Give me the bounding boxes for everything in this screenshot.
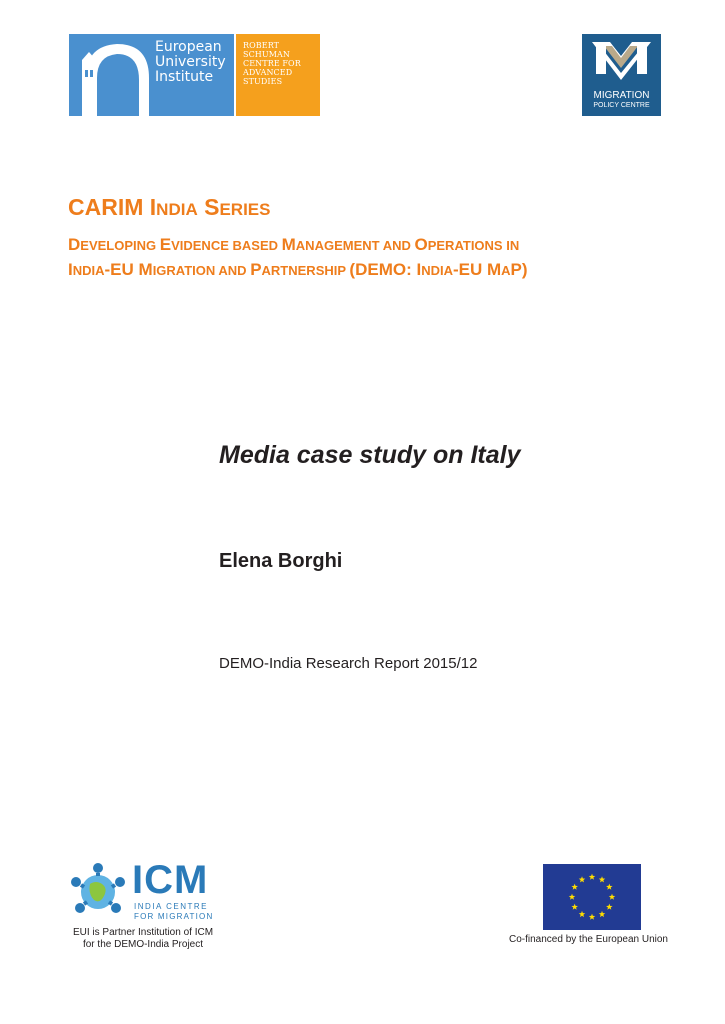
eu-star: [589, 914, 595, 920]
rsc-line-2: SCHUMAN: [243, 50, 290, 59]
subtitle-line2-segment: -EU M: [452, 260, 502, 279]
subtitle-line1-segment: M: [281, 235, 296, 254]
eu-flag: [543, 864, 641, 930]
series-title-word-1: CARIM: [68, 194, 144, 220]
series-title-rest-s: ERIES: [219, 200, 271, 219]
eui-logo: [69, 34, 320, 116]
rsc-block: [236, 34, 320, 116]
eu-star: [571, 884, 577, 890]
subtitle-line2-segment: ARTNERSHIP: [261, 263, 350, 278]
subtitle-line1-segment: PERATIONS IN: [427, 238, 520, 253]
subtitle-line2-segment: P: [250, 260, 262, 279]
subtitle-line2-segment: NDIA: [72, 263, 105, 278]
subtitle-line2-segment: P): [510, 260, 528, 279]
eui-name-block: [149, 34, 234, 116]
icm-full-line-2: FOR MIGRATION: [134, 912, 214, 921]
eu-star: [579, 876, 585, 882]
subtitle-line2-segment: (DEMO: I: [349, 260, 422, 279]
mpc-line-2: POLICY CENTRE: [593, 102, 650, 109]
eui-name-line-1: European: [155, 39, 222, 55]
subtitle-line1-segment: ANAGEMENT AND: [295, 238, 415, 253]
document-title: Media case study on Italy: [219, 441, 521, 469]
author-name: Elena Borghi: [219, 550, 343, 572]
icm-globe-icon: [68, 860, 128, 922]
rsc-line-4: ADVANCED: [243, 68, 293, 77]
subtitle-line1-segment: O: [414, 235, 428, 254]
mpc-line-1: MIGRATION: [593, 90, 650, 101]
icm-logo: [68, 860, 218, 924]
subtitle-line2-segment: NDIA: [421, 263, 453, 278]
icm-caption: [60, 927, 226, 951]
icm-caption-line-1: EUI is Partner Institution of ICM: [72, 927, 214, 938]
eu-star: [579, 911, 585, 917]
icm-acronym: ICM: [132, 858, 209, 902]
subtitle-line2-segment: -EU M: [104, 260, 153, 279]
rsc-line-5: STUDIES: [243, 77, 283, 86]
eui-name-line-2: University: [155, 54, 226, 70]
eu-stars: [543, 864, 641, 930]
mpc-emblem-icon: [590, 40, 653, 84]
series-title-cap-i: I: [149, 194, 157, 220]
eui-name-line-3: Institute: [155, 69, 214, 85]
mpc-logo: [582, 34, 661, 116]
eu-star: [606, 884, 612, 890]
rsc-line-1: ROBERT: [243, 41, 280, 50]
subtitle-line1-segment: D: [68, 235, 81, 254]
subtitle-line1-segment: E: [159, 235, 172, 254]
subtitle-line2-segment: I: [68, 260, 73, 279]
eu-star: [571, 904, 577, 910]
series-title: [68, 194, 271, 221]
subtitle-line2-segment: IGRATION AND: [152, 263, 251, 278]
eu-star: [589, 874, 595, 880]
icm-caption-line-2: for the DEMO-India Project: [82, 939, 204, 950]
eu-star: [599, 911, 605, 917]
subtitle-line2-segment: A: [501, 263, 511, 278]
series-title-cap-s: S: [204, 194, 220, 220]
report-number: DEMO-India Research Report 2015/12: [219, 655, 478, 672]
rsc-line-3: CENTRE FOR: [243, 59, 301, 68]
icm-full-line-1: INDIA CENTRE: [134, 902, 209, 911]
subtitle-line1-segment: EVELOPING: [80, 238, 160, 253]
eui-emblem: [69, 34, 149, 116]
eu-cofinanced-caption: Co-financed by the European Union: [509, 934, 668, 945]
series-title-rest-i: NDIA: [156, 200, 198, 219]
series-subtitle-line-1: [68, 235, 519, 255]
eu-star: [606, 904, 612, 910]
eu-star: [569, 894, 575, 900]
eu-star: [599, 876, 605, 882]
eui-emblem-graphic: [69, 34, 149, 116]
series-subtitle-line-2: [68, 260, 528, 280]
eu-star: [609, 894, 615, 900]
subtitle-line1-segment: VIDENCE BASED: [171, 238, 282, 253]
